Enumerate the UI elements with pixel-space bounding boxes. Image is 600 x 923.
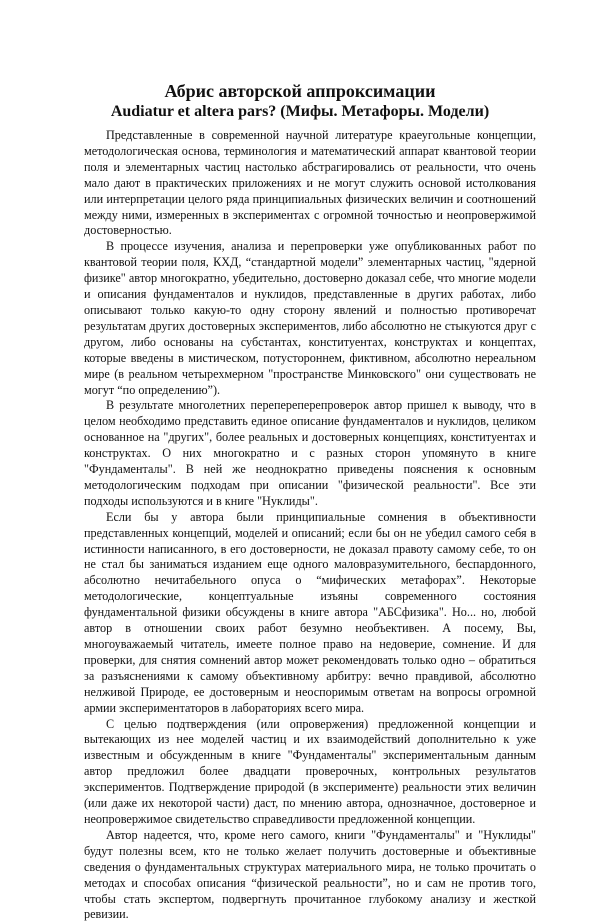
paragraph-1: Представленные в современной научной литературе краеугольные концепции, методологическая основа, терминология и математический аппарат квантовой теории поля и элементарных частиц настолько абстрагировались от реальности, что очень мало дают в практических приложениях и не могут служить основой истолкования или интерпретации целого ряда принципиальных физических величин и соотношений между ними, измеренных в экспериментах с огромной точностью и неопровержимой достоверностью. [84,128,536,238]
page-subtitle: Audiatur et altera pars? (Мифы. Метафоры. Модели) [110,103,490,120]
heading-block [60,80,540,122]
page-title: Абрис авторской аппроксимации [164,81,436,101]
body-text [84,128,536,923]
paragraph-3: В результате многолетних перепереперепроверок автор пришел к выводу, что в целом необходимо представить единое описание фундаменталов и нуклидов, целиком основанное на "других", более реальных и достоверных концепциях, конституентах и конструктах. О них многократно и с разных сторон упомянуто в книге "Фундаменталы". В ней же неоднократно приведены пояснения к основным методологическим подходам при описании "физической реальности". Все эти подходы используются и в книге "Нуклиды". [84,398,536,508]
paragraph-4: Если бы у автора были принципиальные сомнения в объективности представленных концепций, моделей и описаний; если бы он не убедил самого себя в истинности написанного, в его достоверности, не доказал правоту самому себе, то он не стал бы заниматься изданием еще одного маловразумительного, беспардонного, абсолютно нечитабельного опуса о “мифических метафорах”. Некоторые методологические, концептуальные изъяны современного состояния фундаментальной физики обсуждены в книге автора "АБСфизика". Но... но, любой автор в отношении своих работ безумно необъективен. А посему, Вы, многоуважаемый читатель, имеете полное право на недоверие, сомнение. И для проверки, для снятия сомнений автор может рекомендовать только одно – обратиться за разъяснениями к самому объективному арбитру: вечно правдивой, абсолютно нелживой Природе, ее достоверным и неоспоримым ответам на вопросы огромной армии экспериментаторов в лабораториях всего мира. [84,509,536,715]
paragraph-6: Автор надеется, что, кроме него самого, книги "Фундаменталы" и "Нуклиды" будут полезны всем, кто не только желает получить достоверные и объективные сведения о фундаментальных структурах материального мира, не только прочитать о методах и способах описания “физической реальности”, но и сам не против того, чтобы стать экспертом, подвергнуть прочитанное глубокому анализу и жесткой ревизии. [84,827,536,922]
paragraph-5: С целью подтверждения (или опровержения) предложенной концепции и вытекающих из нее моделей частиц и их взаимодействий дополнительно к уже известным и обсужденным в книге "Фундаменталы" экспериментальным данным автор предложил более двадцати проверочных, контрольных результатов экспериментов. Подтверждение природой (в эксперименте) реальности этих величин (или даже их некоторой части) даст, по мнению автора, однозначное, достоверное и неопровержимое свидетельство справедливости предложенной концепции. [84,716,536,826]
paragraph-2: В процессе изучения, анализа и перепроверки уже опубликованных работ по квантовой теории поля, КХД, “стандартной модели” элементарных частиц, "ядерной физике" автор многократно, убедительно, достоверно доказал себе, что многие модели и описания фундаменталов и нуклидов, представленные в других работах, либо описывают только какую-то одну сторону явлений и полностью противоречат результатам других достоверных экспериментов, либо абсолютно не стыкуются друг с другом, либо основаны на субстантах, конституентах, конструктах и концептах, которые введены в мистическом, потустороннем, фиктивном, абсолютно нереальном мире (в реальном четырехмерном "пространстве Минковского" они существовать не могут “по определению”). [84,239,536,397]
